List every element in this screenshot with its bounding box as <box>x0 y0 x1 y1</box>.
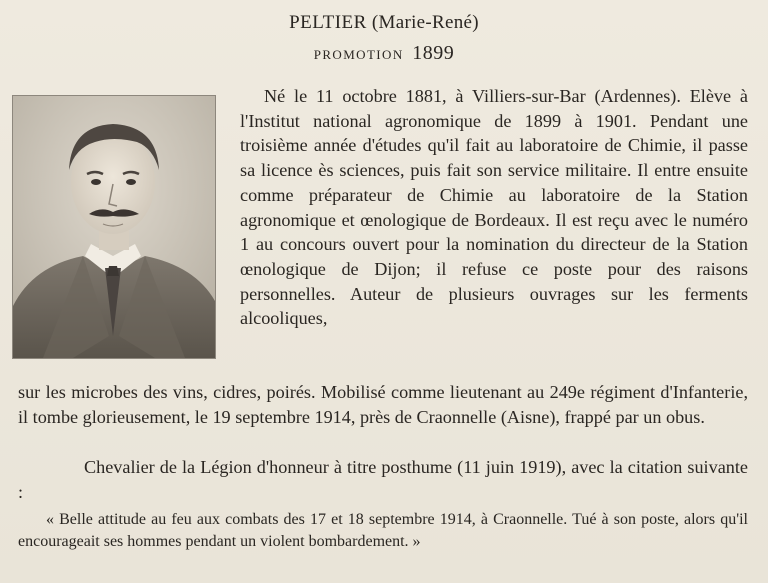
promotion-line <box>0 42 768 65</box>
promotion-label: PROMOTION <box>313 47 404 62</box>
portrait-photo <box>12 95 216 359</box>
biography-paragraph: Né le 11 octobre 1881, à Villiers-sur-Bar (Ardennes). Elève à l'Institut national agronomique de 1899 à 1901. Pendant une troisième année d'études qu'il fait au laboratoire de Chimie, il passe sa licence ès sciences, puis fait son service militaire. Il entre ensuite comme préparateur de Chimie au laboratoire de la Station agronomique et œnologique de Bordeaux. Il est reçu avec le numéro 1 au concours ouvert pour la nomination du directeur de la Station œnologique de Dijon; il refuse ce poste pour des raisons personnelles. Auteur de plusieurs ouvrages sur les ferments alcooliques, <box>240 86 748 329</box>
biography-paragraph-continued: sur les microbes des vins, cidres, poirés. Mobilisé comme lieutenant au 249e régiment d'Infanterie, il tombe glorieusement, le 19 septembre 1914, près de Craonnelle (Aisne), frappé par un obus. <box>18 382 748 427</box>
page-title <box>0 12 768 34</box>
honor-paragraph: Chevalier de la Légion d'honneur à titre posthume (11 juin 1919), avec la citation suivante : <box>18 457 748 502</box>
portrait-photograph-icon <box>13 96 215 358</box>
surname: PELTIER <box>289 12 367 33</box>
promotion-year: 1899 <box>412 42 455 64</box>
given-names: (Marie-René) <box>371 12 479 33</box>
citation-quote: « Belle attitude au feu aux combats des 17 et 18 septembre 1914, à Craonnelle. Tué à son poste, alors qu'il encourageait ses hommes pendant un violent bombardement. » <box>18 511 748 550</box>
